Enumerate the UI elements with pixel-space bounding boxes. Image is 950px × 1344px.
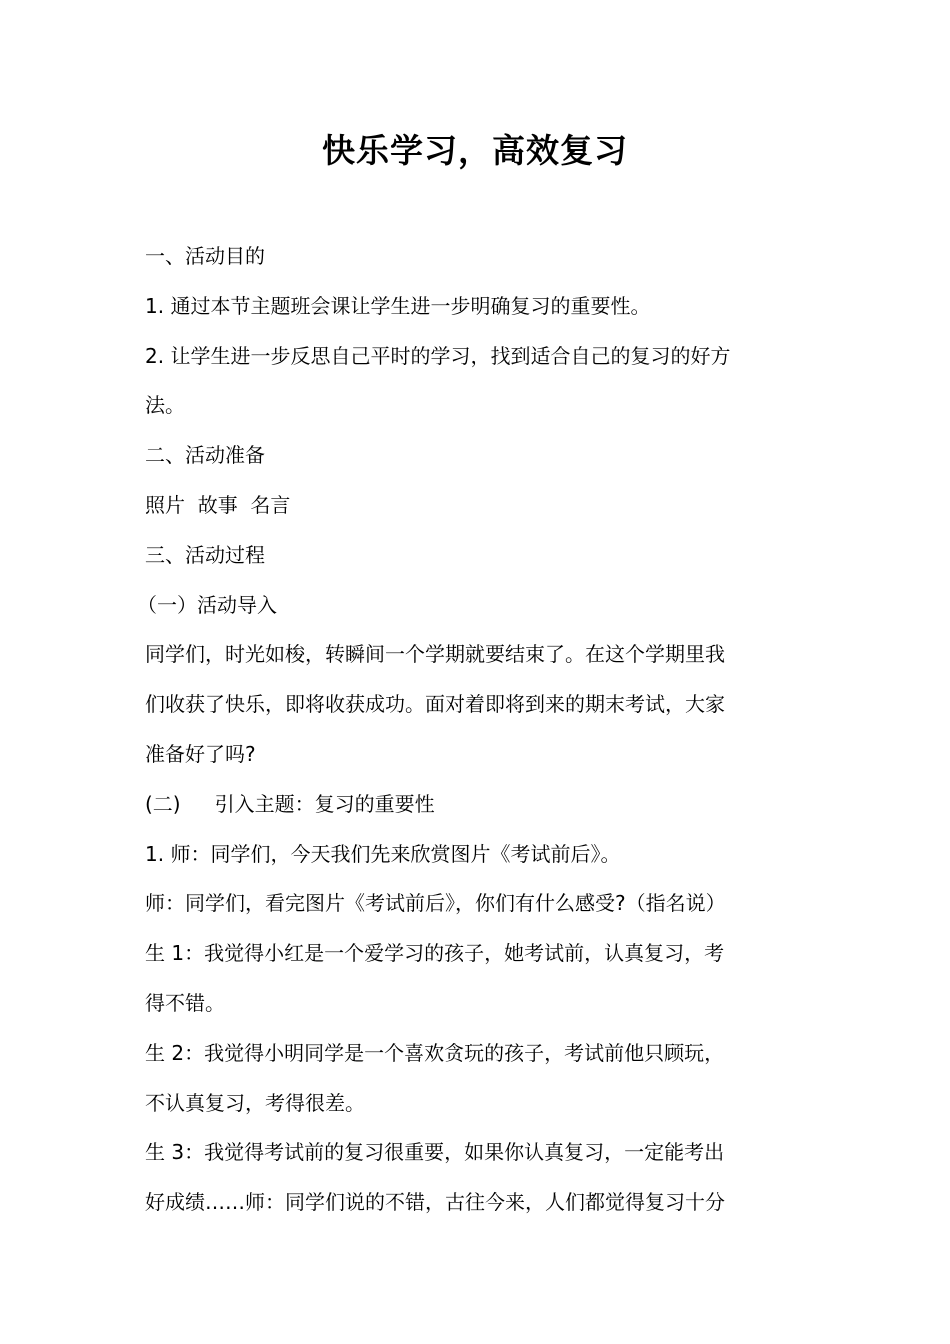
subsection-heading-topic [145,780,810,830]
paragraph-line: 法。 [145,393,185,418]
paragraph-line: 生 1：我觉得小红是一个爱学习的孩子，她考试前，认真复习，考 [145,941,725,966]
paragraph-line: 们收获了快乐，即将收获成功。面对着即将到来的期末考试，大家 [145,692,725,717]
paragraph-line: 得不错。 [145,990,225,1015]
paragraph-line: 师：同学们，看完图片《考试前后》，你们有什么感受?（指名说） [145,891,726,916]
paragraph-line: 生 2：我觉得小明同学是一个喜欢贪玩的孩子，考试前他只顾玩， [145,1040,725,1065]
paragraph-line: 照片 故事 名言 [145,492,291,517]
paragraph-line: 不认真复习，考得很差。 [145,1090,365,1115]
paragraph-line: 生 3：我觉得考试前的复习很重要，如果你认真复习，一定能考出 [145,1140,725,1165]
paragraph-line: 1. 师：同学们，今天我们先来欣赏图片《考试前后》。 [145,841,621,866]
document-body [137,232,810,1228]
paragraph-line: 同学们，时光如梭，转瞬间一个学期就要结束了。在这个学期里我 [145,642,725,667]
paragraph-line: 好成绩……师：同学们说的不错，古往今来，人们都觉得复习十分 [145,1190,725,1215]
paragraph-line: 1. 通过本节主题班会课让学生进一步明确复习的重要性。 [145,293,651,318]
subsection-heading-intro: （一）活动导入 [137,592,277,617]
paragraph-line: 准备好了吗? [145,741,256,766]
subsection-number: (二) [145,791,181,816]
document-title: 快乐学习，高效复习 [322,131,628,170]
subsection-title: 引入主题：复习的重要性 [214,791,435,816]
paragraph-line: 2. 让学生进一步反思自己平时的学习，找到适合自己的复习的好方 [145,343,731,368]
section-heading-preparation: 二、活动准备 [145,443,265,468]
section-heading-process: 三、活动过程 [145,542,265,567]
section-heading-purpose: 一、活动目的 [145,244,265,268]
